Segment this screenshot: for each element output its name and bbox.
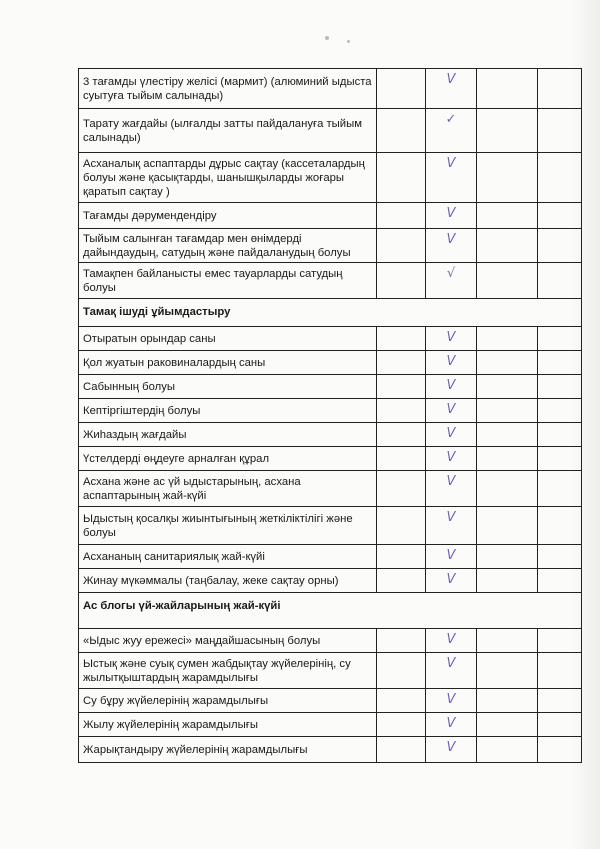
checkmark-icon: V xyxy=(446,402,456,417)
empty-cell xyxy=(377,375,426,399)
empty-cell xyxy=(538,229,582,263)
checkmark-icon: V xyxy=(446,716,456,731)
empty-cell xyxy=(377,471,426,507)
empty-cell xyxy=(538,153,582,203)
table-row xyxy=(79,689,582,713)
criterion-text: Жиһаздың жағдайы xyxy=(79,423,377,447)
check-cell xyxy=(426,569,477,593)
criterion-text: Кептіргіштердің болуы xyxy=(79,399,377,423)
checkmark-icon: V xyxy=(446,474,456,489)
empty-cell xyxy=(538,203,582,229)
empty-cell xyxy=(538,109,582,153)
empty-cell xyxy=(477,471,538,507)
empty-cell xyxy=(538,713,582,737)
table-row xyxy=(79,713,582,737)
checkmark-icon: V xyxy=(446,510,456,525)
empty-cell xyxy=(377,713,426,737)
empty-cell xyxy=(477,569,538,593)
empty-cell xyxy=(377,569,426,593)
empty-cell xyxy=(477,327,538,351)
table-row xyxy=(79,327,582,351)
empty-cell xyxy=(377,689,426,713)
empty-cell xyxy=(477,203,538,229)
empty-cell xyxy=(377,423,426,447)
empty-cell xyxy=(538,737,582,763)
table-row xyxy=(79,109,582,153)
table-row xyxy=(79,153,582,203)
criterion-text: Асхана және ас үй ыдыстарының, асхана аспаптарының жай-күйі xyxy=(79,471,377,507)
scan-speck xyxy=(325,36,329,40)
empty-cell xyxy=(477,737,538,763)
check-cell xyxy=(426,423,477,447)
criterion-text: Жинау мүкәммалы (таңбалау, жеке сақтау орны) xyxy=(79,569,377,593)
criterion-text: Ыстық және суық сумен жабдықтау жүйелерінің, су жылытқыштардың жарамдылығы xyxy=(79,653,377,689)
criterion-text: Қол жуатын раковиналардың саны xyxy=(79,351,377,375)
empty-cell xyxy=(538,689,582,713)
scan-speck xyxy=(347,40,350,43)
check-cell xyxy=(426,229,477,263)
table-row xyxy=(79,653,582,689)
checkmark-icon: V xyxy=(446,354,456,369)
table-row xyxy=(79,471,582,507)
empty-cell xyxy=(377,109,426,153)
check-cell xyxy=(426,689,477,713)
check-cell xyxy=(426,327,477,351)
empty-cell xyxy=(538,507,582,545)
empty-cell xyxy=(477,351,538,375)
table-row xyxy=(79,545,582,569)
empty-cell xyxy=(477,69,538,109)
table-row xyxy=(79,375,582,399)
empty-cell xyxy=(477,263,538,299)
empty-cell xyxy=(377,263,426,299)
empty-cell xyxy=(477,399,538,423)
check-cell xyxy=(426,375,477,399)
empty-cell xyxy=(477,109,538,153)
check-cell xyxy=(426,351,477,375)
checkmark-icon: √ xyxy=(446,266,456,281)
checkmark-icon: V xyxy=(446,548,456,563)
check-cell xyxy=(426,399,477,423)
section-title: Ас блогы үй-жайларының жай-күйі xyxy=(79,593,582,629)
table-row xyxy=(79,69,582,109)
empty-cell xyxy=(538,327,582,351)
empty-cell xyxy=(538,351,582,375)
empty-cell xyxy=(377,351,426,375)
criterion-text: Тамақпен байланысты емес тауарларды сатудың болуы xyxy=(79,263,377,299)
table-row xyxy=(79,629,582,653)
empty-cell xyxy=(477,375,538,399)
criterion-text: Сабынның болуы xyxy=(79,375,377,399)
check-cell xyxy=(426,713,477,737)
check-cell xyxy=(426,653,477,689)
empty-cell xyxy=(377,69,426,109)
criterion-text: Ыдыстың қосалқы жиынтығының жеткіліктілігі және болуы xyxy=(79,507,377,545)
empty-cell xyxy=(538,375,582,399)
empty-cell xyxy=(477,713,538,737)
criterion-text: «Ыдыс жуу ережесі» маңдайшасының болуы xyxy=(79,629,377,653)
empty-cell xyxy=(538,471,582,507)
check-cell xyxy=(426,629,477,653)
table-row xyxy=(79,399,582,423)
check-cell xyxy=(426,507,477,545)
empty-cell xyxy=(538,545,582,569)
checkmark-icon: V xyxy=(446,426,456,441)
check-cell xyxy=(426,471,477,507)
empty-cell xyxy=(377,507,426,545)
checkmark-icon: V xyxy=(446,378,456,393)
empty-cell xyxy=(477,423,538,447)
empty-cell xyxy=(538,629,582,653)
empty-cell xyxy=(538,423,582,447)
checkmark-icon: V xyxy=(446,330,456,345)
checkmark-icon: ✓ xyxy=(445,112,457,127)
section-title: Тамақ ішуді ұйымдастыру xyxy=(79,299,582,327)
empty-cell xyxy=(477,689,538,713)
empty-cell xyxy=(538,569,582,593)
check-cell xyxy=(426,109,477,153)
empty-cell xyxy=(377,153,426,203)
empty-cell xyxy=(377,203,426,229)
table-row xyxy=(79,229,582,263)
empty-cell xyxy=(477,629,538,653)
table-row xyxy=(79,263,582,299)
table-row xyxy=(79,203,582,229)
check-cell xyxy=(426,69,477,109)
empty-cell xyxy=(377,447,426,471)
empty-cell xyxy=(538,399,582,423)
checkmark-icon: V xyxy=(446,232,456,247)
criterion-text: 3 тағамды үлестіру желісі (мармит) (алюминий ыдыста суытуға тыйым салынады) xyxy=(79,69,377,109)
table-row xyxy=(79,507,582,545)
checkmark-icon: V xyxy=(446,156,456,171)
table-row xyxy=(79,351,582,375)
empty-cell xyxy=(377,399,426,423)
empty-cell xyxy=(377,229,426,263)
check-cell xyxy=(426,545,477,569)
table-row xyxy=(79,569,582,593)
criterion-text: Жарықтандыру жүйелерінің жарамдылығы xyxy=(79,737,377,763)
empty-cell xyxy=(377,327,426,351)
inspection-checklist-table xyxy=(78,68,582,763)
checkmark-icon: V xyxy=(446,740,456,755)
criterion-text: Үстелдерді өңдеуге арналған құрал xyxy=(79,447,377,471)
table-row xyxy=(79,423,582,447)
empty-cell xyxy=(377,737,426,763)
empty-cell xyxy=(477,545,538,569)
empty-cell xyxy=(377,653,426,689)
empty-cell xyxy=(477,229,538,263)
check-cell xyxy=(426,153,477,203)
criterion-text: Тағамды дәрумендендіру xyxy=(79,203,377,229)
empty-cell xyxy=(377,629,426,653)
section-header-row xyxy=(79,299,582,327)
criterion-text: Тыйым салынған тағамдар мен өнімдерді дайындаудың, сатудың және пайдаланудың болуы xyxy=(79,229,377,263)
checkmark-icon: V xyxy=(446,632,456,647)
checkmark-icon: V xyxy=(446,450,456,465)
empty-cell xyxy=(477,153,538,203)
criterion-text: Су бұру жүйелерінің жарамдылығы xyxy=(79,689,377,713)
check-cell xyxy=(426,447,477,471)
empty-cell xyxy=(538,263,582,299)
table-row xyxy=(79,737,582,763)
check-cell xyxy=(426,203,477,229)
table-row xyxy=(79,447,582,471)
check-cell xyxy=(426,263,477,299)
criterion-text: Асханалық аспаптарды дұрыс сақтау (кассеталардың болуы және қасықтарды, шанышқыларды жоғары қаратып сақтау ) xyxy=(79,153,377,203)
section-header-row xyxy=(79,593,582,629)
criterion-text: Отыратын орындар саны xyxy=(79,327,377,351)
empty-cell xyxy=(538,69,582,109)
checkmark-icon: V xyxy=(446,656,456,671)
criterion-text: Асхананың санитариялық жай-күйі xyxy=(79,545,377,569)
empty-cell xyxy=(538,653,582,689)
criterion-text: Жылу жүйелерінің жарамдылығы xyxy=(79,713,377,737)
checkmark-icon: V xyxy=(446,572,456,587)
empty-cell xyxy=(477,507,538,545)
check-cell xyxy=(426,737,477,763)
empty-cell xyxy=(377,545,426,569)
empty-cell xyxy=(538,447,582,471)
checkmark-icon: V xyxy=(446,206,456,221)
checkmark-icon: V xyxy=(446,692,456,707)
empty-cell xyxy=(477,447,538,471)
checkmark-icon: V xyxy=(446,72,456,87)
empty-cell xyxy=(477,653,538,689)
criterion-text: Тарату жағдайы (ылғалды затты пайдалануға тыйым салынады) xyxy=(79,109,377,153)
